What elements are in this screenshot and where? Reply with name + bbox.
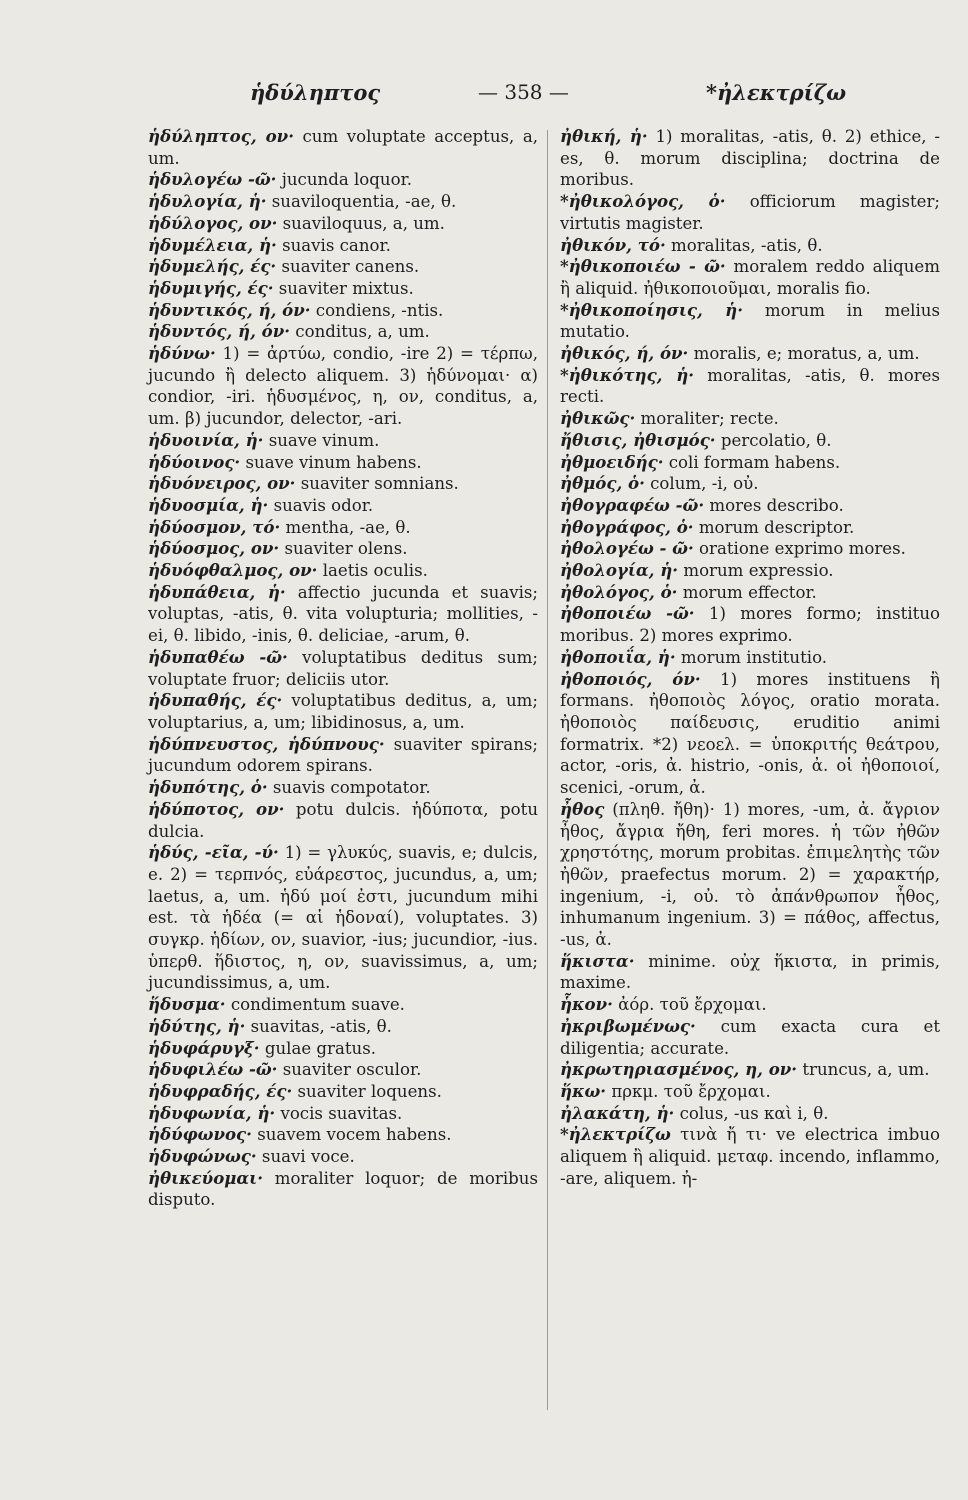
header-left-word: ἡδύληπτος [250,80,381,105]
entry-definition: suave vinum habens. [240,452,422,472]
dictionary-entry [148,690,538,733]
entry-headword: ἠθμοειδής· [560,451,664,472]
entry-headword: ἡδυόφθαλμος, ον· [148,560,318,581]
dictionary-entry [560,495,940,517]
dictionary-entry [148,517,538,539]
dictionary-entry [148,473,538,495]
dictionary-entry [148,994,538,1016]
entry-definition: moralitas, -atis, θ. [665,235,823,255]
dictionary-entry [560,300,940,343]
page-header [0,80,968,120]
dictionary-entry [560,647,940,669]
entry-definition: minime. οὐχ ἥκιστα, in primis, maxime. [560,951,940,993]
dictionary-entry [148,495,538,517]
entry-definition: percolatio, θ. [715,430,832,450]
entry-definition: jucunda loquor. [276,170,412,190]
dictionary-entry [148,1059,538,1081]
entry-headword: ἡδυμέλεια, ἡ· [148,234,277,255]
dictionary-entry [148,213,538,235]
entry-headword: ἠθογράφος, ὁ· [560,516,694,537]
entry-definition: morum effector. [677,582,817,602]
entry-headword: ἠθικῶς· [560,408,636,429]
dictionary-entry [148,842,538,994]
entry-definition: suavem vocem habens. [251,1125,452,1145]
dictionary-entry [560,582,940,604]
entry-definition: voluptatibus deditus, a, um; voluptarius, a, um; libidinosus, a, um. [148,691,538,732]
entry-definition: colus, -us καὶ i, θ. [674,1103,829,1123]
entry-headword: ἠλακάτη, ἡ· [560,1102,675,1123]
entry-headword: ἡδυντικός, ή, όν· [148,299,311,320]
entry-definition: suaviter osculor. [277,1060,422,1080]
dictionary-entry [148,235,538,257]
entry-definition: τινὰ ἤ τι· ve electrica imbuo aliquem ἢ aliquid. μεταφ. incendo, inflammo, -are, aliquem. ἠ- [560,1125,940,1188]
entry-definition: conditus, a, um. [290,322,430,342]
dictionary-entry [560,951,940,994]
dictionary-entry [560,1103,940,1125]
entry-headword: *ἠθικοποιέω - ῶ· [560,256,726,277]
dictionary-entry [560,560,940,582]
entry-headword: ἠθικός, ή, όν· [560,343,689,364]
dictionary-entry [148,452,538,474]
entry-headword: ἠκρωτηριασμένος, η, ον· [560,1059,798,1080]
entry-definition: suavis compotator. [267,778,431,798]
dictionary-entry [560,517,940,539]
entry-headword: ἡδύοσμον, τό· [148,516,281,537]
entry-definition: condiens, -ntis. [310,300,444,320]
entry-definition: moralis, e; moratus, a, um. [688,344,920,364]
entry-headword: ἥδυσμα· [148,994,226,1015]
entry-headword: ἤθισις, ἠθισμός· [560,429,716,450]
entry-headword: ἥκιστα· [560,950,635,971]
entry-headword: ἠθμός, ὁ· [560,473,645,494]
entry-headword: *ἠθικοποίησις, ἡ· [560,299,743,320]
dictionary-entry [148,1124,538,1146]
dictionary-entry [148,1103,538,1125]
entry-headword: *ἠθικολόγος, ὁ· [560,191,726,212]
entry-headword: ἠθοποιός, όν· [560,668,701,689]
dictionary-entry [148,430,538,452]
entry-headword: ἡδυπάθεια, ἡ· [148,581,286,602]
dictionary-entry [560,473,940,495]
dictionary-entry [560,430,940,452]
entry-definition: ἀόρ. τοῦ ἔρχομαι. [612,995,767,1015]
entry-headword: ἡδυφραδής, ές· [148,1080,293,1101]
entry-headword: ἡδυπαθής, ές· [148,690,283,711]
dictionary-entry [148,1081,538,1103]
entry-definition: moralitas, -atis, θ. mores recti. [560,365,940,407]
dictionary-entry [148,278,538,300]
dictionary-entry [560,235,940,257]
entry-headword: ἡδύτης, ἡ· [148,1015,246,1036]
entry-headword: ἥκω· [560,1080,607,1101]
right-column [560,126,940,1189]
entry-definition: suaviter olens. [279,539,408,559]
entry-definition: morum descriptor. [693,517,855,537]
entry-headword: ἡδύοσμος, ον· [148,538,280,559]
dictionary-entry [560,256,940,299]
dictionary-entry [148,256,538,278]
entry-definition: suaviloquus, a, um. [277,213,445,233]
entry-definition: 1) = ἀρτύω, condio, -ire 2) = τέρπω, jucundo ἢ delecto aliquem. 3) ἡδύνομαι· α) condior, -iri. ἡδυσμένος, η, ον, conditus, a, um. β) jucundor, delector, -ari. [148,344,538,429]
entry-headword: ἡδυπότης, ὁ· [148,777,268,798]
dictionary-entry [148,560,538,582]
entry-definition: laetis oculis. [317,561,428,581]
entry-definition: coli formam habens. [663,452,841,472]
entry-definition: morum in melius mutatio. [560,300,940,342]
entry-definition: morum expressio. [678,561,834,581]
entry-definition: suavis odor. [268,495,374,515]
entry-headword: ἠκριβωμένως· [560,1015,696,1036]
entry-definition: suavis canor. [276,235,391,255]
entry-headword: ἧκον· [560,994,613,1015]
dictionary-entry [148,582,538,647]
entry-headword: ἦθος [560,798,605,819]
dictionary-entry [560,408,940,430]
entry-definition: cum voluptate acceptus, a, um. [148,127,538,168]
dictionary-entry [148,321,538,343]
entry-definition: suaviter loquens. [292,1081,442,1101]
entry-definition: suaviloquentia, -ae, θ. [266,192,457,212]
entry-headword: ἡδύφωνος· [148,1124,252,1145]
dictionary-entry [560,669,940,799]
entry-headword: ἡδυλογέω -ῶ· [148,169,277,190]
dictionary-entry [148,191,538,213]
entry-headword: ἠθοποιΐα, ἡ· [560,646,676,667]
dictionary-entry [560,603,940,646]
dictionary-entry [148,734,538,777]
entry-headword: *ἠλεκτρίζω [560,1124,671,1145]
entry-headword: ἠθικεύομαι· [148,1167,263,1188]
entry-headword: ἡδυπαθέω -ῶ· [148,646,288,667]
page-number: — 358 — [478,80,569,104]
entry-headword: ἡδύνω· [148,343,216,364]
entry-headword: ἡδυοινία, ἡ· [148,429,264,450]
entry-headword: ἠθολόγος, ὁ· [560,581,678,602]
entry-headword: ἡδυφιλέω -ῶ· [148,1059,278,1080]
entry-headword: ἡδυφώνως· [148,1146,257,1167]
entry-headword: *ἠθικότης, ἡ· [560,364,695,385]
entry-headword: ἠθοποιέω -ῶ· [560,603,695,624]
entry-definition: moralem reddo aliquem ἢ aliquid. ἠθικοποιοῦμαι, moralis fio. [560,257,940,298]
entry-definition: cum exacta cura et diligentia; accurate. [560,1016,940,1058]
dictionary-entry [560,1016,940,1059]
header-right-word: *ἠλεκτρίζω [706,80,847,105]
dictionary-entry [148,538,538,560]
dictionary-entry [560,452,940,474]
column-divider [547,130,548,1410]
entry-definition: vocis suavitas. [275,1103,403,1123]
entry-definition: suavitas, -atis, θ. [245,1016,392,1036]
dictionary-entry [560,1059,940,1081]
entry-definition: suaviter canens. [276,257,420,277]
dictionary-entry [148,1146,538,1168]
dictionary-entry [148,1168,538,1211]
entry-headword: ἡδυλογία, ἡ· [148,191,267,212]
entry-definition: mores describo. [704,495,844,515]
entry-headword: ἠθογραφέω -ῶ· [560,494,705,515]
entry-definition: (πληθ. ἤθη)· 1) mores, -um, ἀ. ἄγριον ἦθος, ἄγρια ἤθη, feri mores. ἡ τῶν ἠθῶν χρηστότης, morum probitas. ἐπιμελητὴς τῶν ἠθῶν, praefectus morum. 2) = χαρακτήρ, ingenium, -i, οὐ. τὸ ἀπάνθρωπον ἦθος, inhumanum ingenium. 3) = πάθος, affectus, -us, ἀ. [560,799,940,950]
dictionary-entry [560,365,940,408]
entry-definition: oratione exprimo mores. [693,539,906,559]
entry-definition: potu dulcis. ἡδύποτα, potu dulcia. [148,799,539,841]
entry-headword: ἡδυφάρυγξ· [148,1037,260,1058]
left-column [148,126,538,1211]
dictionary-entry [148,1016,538,1038]
entry-definition: 1) mores instituens ἢ formans. ἠθοποιὸς λόγος, oratio morata. ἠθοποιὸς παίδευσις, eruditio animi formatrix. *2) νεοελ. = ὑποκριτής θεάτρου, actor, -oris, ἀ. histrio, -onis, ἀ. οἱ ἠθοποιοί, scenici, -orum, ἀ. [560,669,940,798]
entry-headword: ἡδύοινος· [148,451,241,472]
entry-definition: colum, -i, οὐ. [644,474,759,494]
entry-definition: suave vinum. [263,430,380,450]
entry-headword: ἡδυφωνία, ἡ· [148,1102,276,1123]
entry-headword: ἠθολογέω - ῶ· [560,538,694,559]
entry-headword: ἡδυοσμία, ἡ· [148,494,269,515]
entry-headword: ἡδύλογος, ον· [148,212,278,233]
entry-definition: officiorum magister; virtutis magister. [560,192,940,233]
dictionary-entry [560,799,940,951]
entry-headword: ἡδυμιγής, ές· [148,277,274,298]
entry-definition: morum institutio. [675,647,828,667]
dictionary-entry [560,538,940,560]
entry-headword: ἡδύς, -εῖα, -ύ· [148,842,279,863]
entry-definition: 1) moralitas, -atis, θ. 2) ethice, -es, θ. morum disciplina; doctrina de moribus. [560,127,941,190]
entry-headword: ἡδυντός, ή, όν· [148,321,291,342]
entry-headword: ἠθολογία, ἡ· [560,560,679,581]
dictionary-entry [148,343,538,430]
entry-definition: voluptatibus deditus sum; voluptate fruor; deliciis utor. [148,647,538,689]
dictionary-entry [148,1038,538,1060]
dictionary-entry [148,300,538,322]
entry-definition: suaviter spirans; jucundum odorem spirans. [148,734,538,776]
entry-definition: truncus, a, um. [797,1060,930,1080]
entry-definition: moraliter; recte. [635,409,779,429]
dictionary-entry [560,126,940,191]
entry-definition: πρκμ. τοῦ ἔρχομαι. [606,1081,771,1101]
entry-definition: gulae gratus. [259,1038,377,1058]
entry-definition: 1) = γλυκύς, suavis, e; dulcis, e. 2) = τερπνός, εὐάρεστος, jucundus, a, um; laetus, a, um. ἡδύ μοί ἐστι, jucundum mihi est. τὰ ἡδέα (= αἱ ἡδοναί), voluptates. 3) συγκρ. ἡδίων, ον, suavior, -ius; jucundior, -ius. ὑπερθ. ἥδιστος, η, ον, suavissimus, a, um; jucundissimus, a, um. [148,843,538,993]
dictionary-entry [148,647,538,690]
dictionary-entry [148,126,538,169]
entry-headword: ἠθική, ἡ· [560,126,648,146]
entry-definition: suaviter mixtus. [273,278,414,298]
entry-definition: 1) mores formo; instituo moribus. 2) mores exprimo. [560,604,940,646]
entry-definition: affectio jucunda et suavis; voluptas, -atis, θ. vita volupturia; mollities, -ei, θ. libido, -inis, θ. deliciae, -arum, θ. [148,582,538,646]
entry-headword: ἡδύπνευστος, ἡδύπνους· [148,733,385,754]
entry-definition: mentha, -ae, θ. [280,517,411,537]
dictionary-entry [560,343,940,365]
entry-headword: ἡδυόνειρος, ον· [148,473,296,494]
dictionary-entry [148,169,538,191]
dictionary-entry [560,1081,940,1103]
entry-definition: suavi voce. [256,1147,355,1167]
dictionary-entry [148,799,538,842]
entry-headword: ἠθικόν, τό· [560,234,666,255]
dictionary-entry [148,777,538,799]
entry-headword: ἡδύποτος, ον· [148,798,285,819]
dictionary-entry [560,994,940,1016]
entry-definition: moraliter loquor; de moribus disputo. [148,1168,538,1210]
dictionary-entry [560,1124,940,1189]
entry-definition: condimentum suave. [225,995,405,1015]
entry-headword: ἡδυμελής, ές· [148,256,277,277]
entry-definition: suaviter somnians. [295,474,459,494]
entry-headword: ἡδύληπτος, ον· [148,126,294,146]
dictionary-entry [560,191,940,234]
